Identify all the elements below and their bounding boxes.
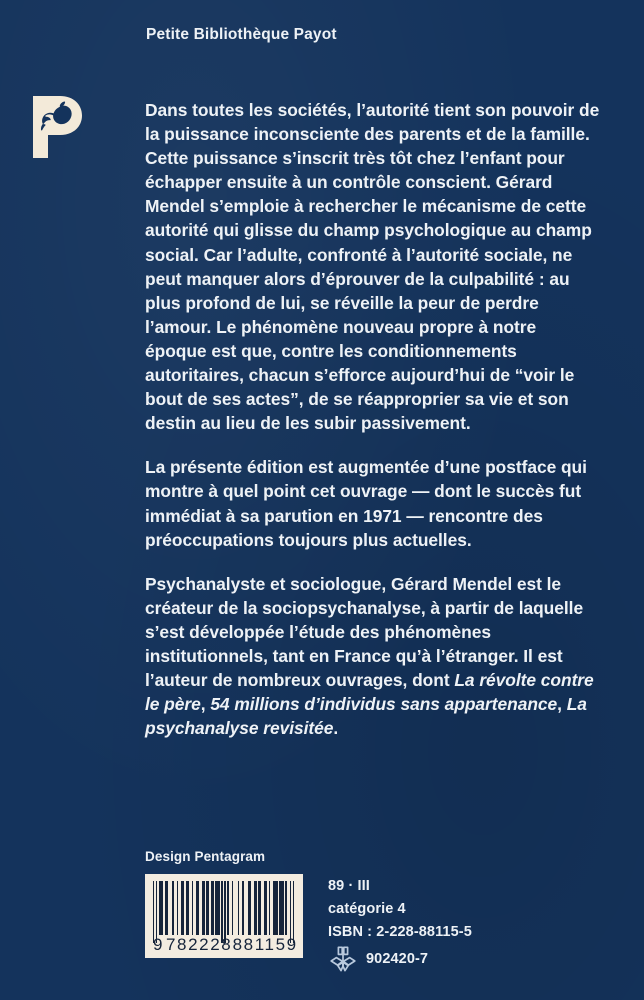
book-title-3: La psychanalyse revisitée: [145, 694, 587, 739]
blurb-paragraph-1: Dans toutes les sociétés, l’autorité tient son pouvoir de la puissance inconsciente des parents et de la famille. Cette puissance s’inscrit très tôt chez l’enfant pour échapper ensuite à un contrôle conscient. Gérard Mendel s’emploie à rechercher le mécanisme de cette autorité qui glisse du champ psychologique au champ social. Car l’adulte, confronté à l’autorité sociale, ne peut manquer alors d’éprouver de la culpabilité : au plus profond de lui, se réveille la peur de perdre l’amour. Le phénomène nouveau propre à notre époque est que, contre les conditionnements autoritaires, chacun s’efforce aujourd’hui de “voir le bout de ses actes”, de se réapproprier sa vie et son destin au lieu de les subir passivement.: [145, 100, 600, 434]
imprint-series-title: Petite Bibliothèque Payot: [146, 26, 337, 43]
author-bio-text-lead: Psychanalyste et sociologue, Gérard Mendel est le créateur de la sociopsychanalyse, à partir de laquelle s’est développée l’étude des phénomènes institutionnels, tant en France qu’à l’étranger. Il est l’auteur de nombreux ouvrages, dont: [145, 573, 584, 691]
bio-separator-2: ,: [557, 694, 567, 715]
blurb-paragraph-2: La présente édition est augmentée d’une postface qui montre à quel point cet ouvrage — dont le succès fut immédiat à sa parution en 1971 — rencontre des préoccupations toujours plus actuelles.: [145, 457, 587, 550]
bio-terminal-period: .: [333, 718, 339, 739]
internal-code-row: [328, 945, 472, 973]
blurb-paragraph-3: [145, 572, 600, 741]
back-cover-blurb: [145, 98, 600, 740]
payot-p-logo: [29, 94, 85, 160]
book-title-2: 54 millions d’individus sans appartenance: [210, 694, 558, 715]
category-label: catégorie 4: [328, 901, 406, 917]
ean13-barcode: [145, 874, 303, 958]
book-title-1: La révolte contre le père: [145, 670, 594, 715]
isbn-block: [328, 875, 472, 973]
barcode-bars: [153, 881, 295, 935]
payot-open-book-icon: [328, 945, 358, 973]
isbn-number: ISBN : 2-228-88115-5: [328, 924, 472, 940]
barcode-lead-digit: 9: [153, 935, 163, 954]
bio-separator-1: ,: [200, 694, 211, 715]
barcode-right-group: 881159: [232, 935, 298, 954]
design-credit: Design Pentagram: [145, 849, 266, 864]
barcode-digits: [150, 935, 298, 953]
internal-code: 902420-7: [366, 950, 429, 967]
edition-code: 89 · III: [328, 878, 370, 894]
barcode-left-group: 782228: [166, 935, 233, 954]
